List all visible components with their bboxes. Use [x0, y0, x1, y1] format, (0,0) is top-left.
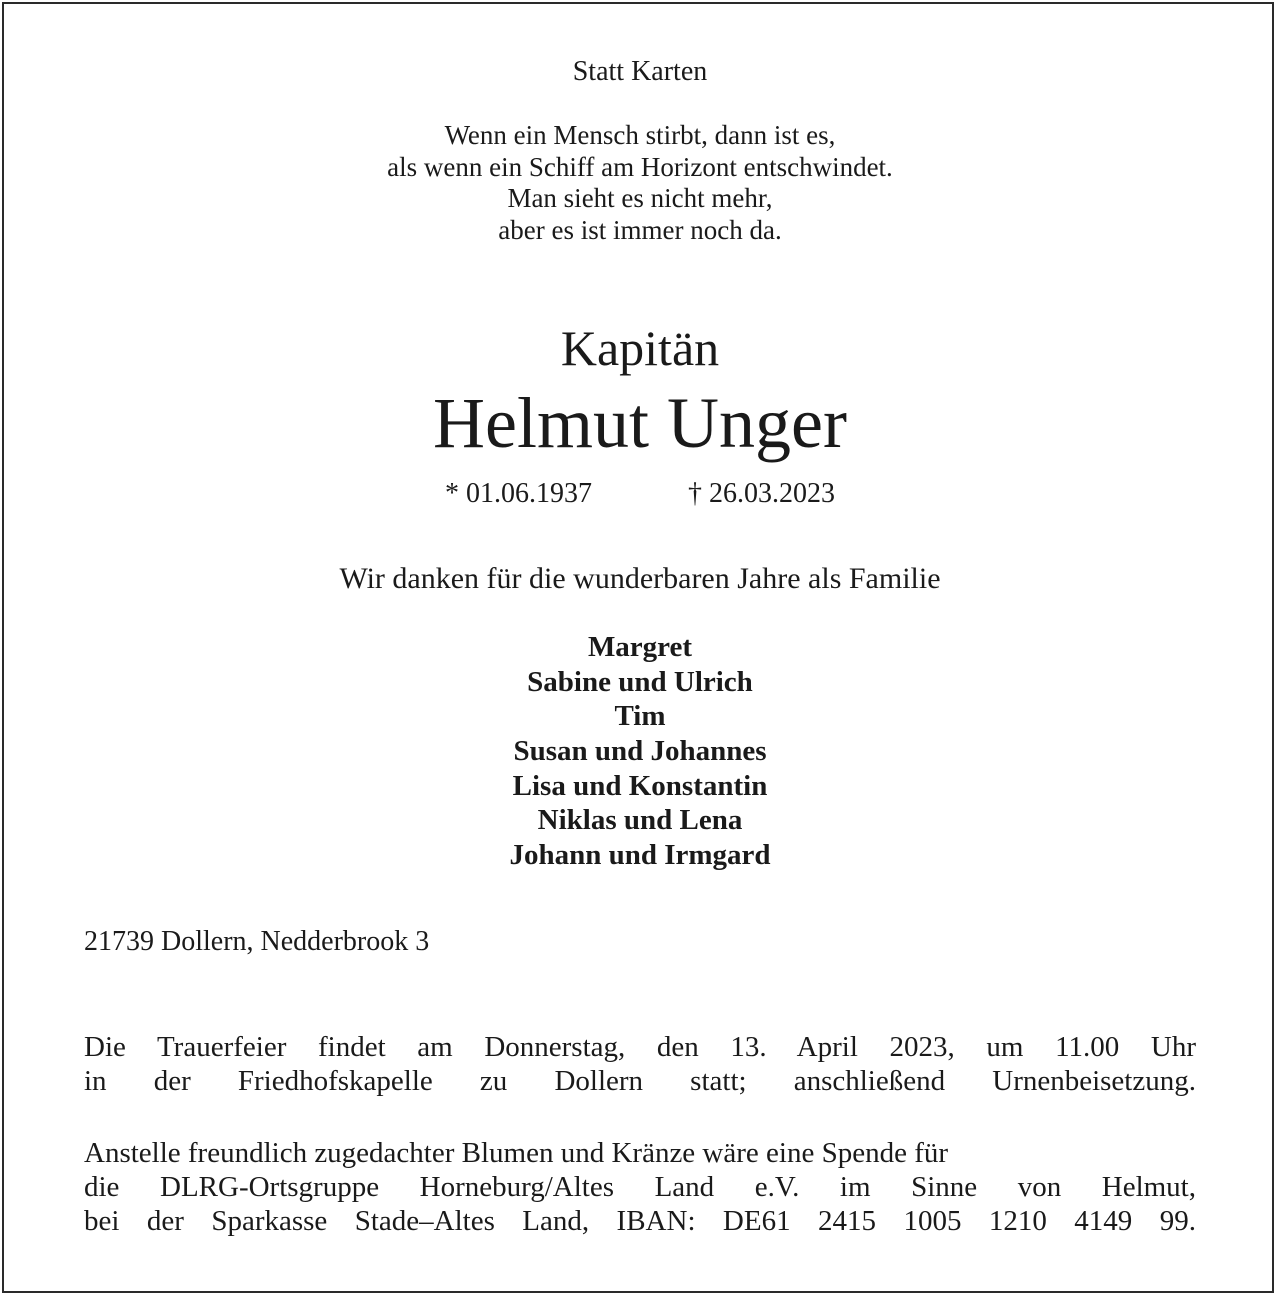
- poem-line: Man sieht es nicht mehr,: [507, 183, 773, 213]
- deceased-title: Kapitän: [560, 320, 720, 376]
- family-member: Tim: [614, 700, 666, 733]
- funeral-line: Die Trauerfeier findet am Donnerstag, den 13. April 2023, um 11.00 Uhr: [84, 1031, 1196, 1063]
- address: 21739 Dollern, Nedderbrook 3: [84, 926, 430, 957]
- family-member: Niklas und Lena: [537, 804, 743, 837]
- poem: [0, 120, 1280, 246]
- family-member: Margret: [587, 631, 693, 663]
- life-dates: [0, 476, 1280, 512]
- death-date: † 26.03.2023: [688, 478, 835, 509]
- funeral-line: in der Friedhofskapelle zu Dollern statt; anschließend Urnenbeisetzung.: [84, 1065, 1196, 1097]
- deceased-name: Helmut Unger: [433, 383, 847, 463]
- donation-line: bei der Sparkasse Stade–Altes Land, IBAN: DE61 2415 1005 1210 4149 99.: [84, 1205, 1196, 1237]
- poem-line: als wenn ein Schiff am Horizont entschwindet.: [387, 151, 893, 182]
- donation-line: die DLRG-Ortsgruppe Horneburg/Altes Land e.V. im Sinne von Helmut,: [84, 1171, 1196, 1203]
- family-member: Susan und Johannes: [513, 735, 767, 768]
- donation-info: [84, 1136, 1196, 1238]
- donation-line: Anstelle freundlich zugedachter Blumen und Kränze wäre eine Spende für: [84, 1137, 949, 1169]
- birth-date: * 01.06.1937: [445, 478, 592, 509]
- family-list: [0, 630, 1280, 873]
- family-member: Sabine und Ulrich: [527, 665, 753, 698]
- poem-line: Wenn ein Mensch stirbt, dann ist es,: [444, 120, 836, 150]
- thanks-line: Wir danken für die wunderbaren Jahre als Familie: [339, 562, 941, 595]
- statt-karten-heading: Statt Karten: [572, 56, 708, 87]
- family-member: Lisa und Konstantin: [512, 769, 768, 802]
- funeral-info: [84, 1030, 1196, 1098]
- poem-line: aber es ist immer noch da.: [498, 214, 782, 245]
- family-member: Johann und Irmgard: [509, 839, 771, 872]
